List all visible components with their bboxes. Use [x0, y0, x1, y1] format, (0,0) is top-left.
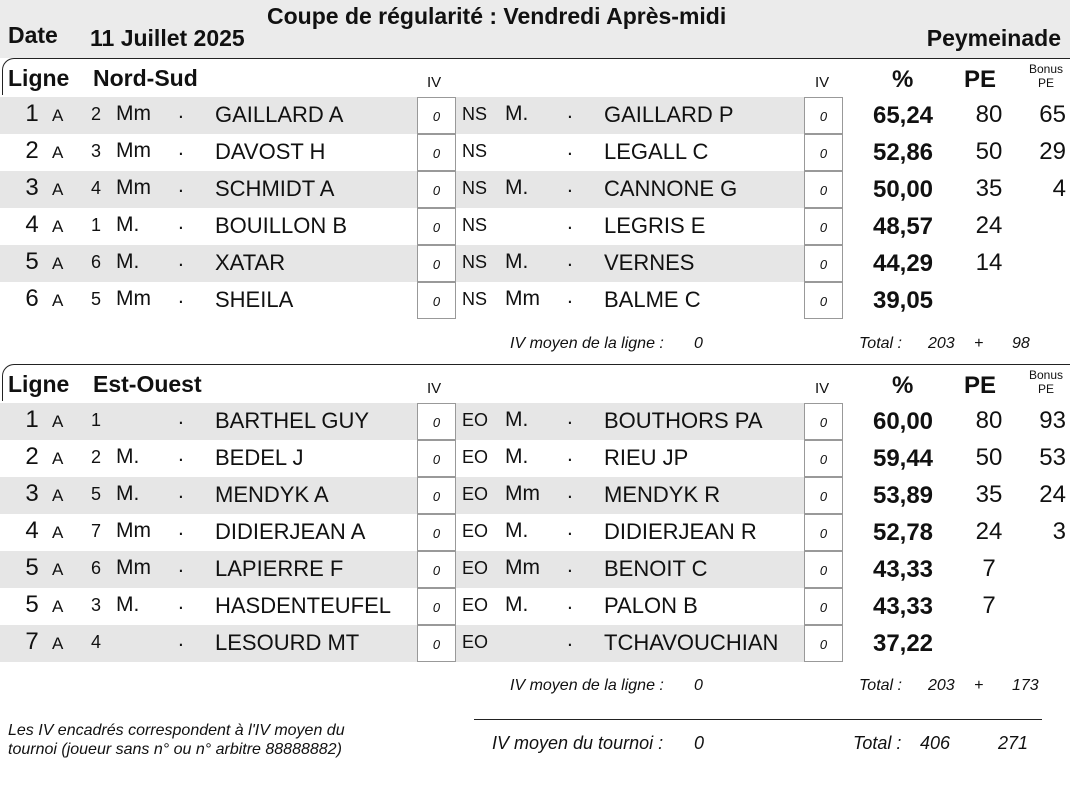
flight-letter: A: [52, 523, 64, 542]
player1-name: BOUILLON B: [215, 213, 348, 238]
player2-separator: .: [567, 248, 573, 271]
player1-civility: M.: [116, 250, 140, 273]
percentage-score: 43,33: [872, 593, 934, 620]
player2-name: MENDYK R: [604, 482, 721, 507]
percentage-score: 44,29: [872, 250, 934, 277]
player1-name: GAILLARD A: [215, 102, 344, 127]
pe-col-header: PE: [964, 66, 997, 93]
player2-iv-box: 0: [804, 134, 843, 171]
player1-name: SHEILA: [215, 287, 294, 312]
player1-separator: .: [178, 100, 184, 123]
player2-name: GAILLARD P: [604, 102, 734, 127]
player1-separator: .: [178, 248, 184, 271]
footnote-line1: Les IV encadrés correspondent à l'IV moyen du: [8, 722, 345, 739]
player1-iv-box: 0: [417, 208, 456, 245]
table-row: [0, 208, 843, 245]
player1-iv-box: 0: [417, 514, 456, 551]
player1-iv-box: 0: [417, 551, 456, 588]
tournament-iv-label: IV moyen du tournoi :: [492, 733, 664, 753]
table-row: [0, 514, 843, 551]
player1-iv-box: 0: [417, 282, 456, 319]
tournament-total-bonus: 271: [998, 733, 1029, 753]
player1-separator: .: [178, 554, 184, 577]
player1-civility: Mm: [116, 556, 151, 579]
player2-separator: .: [567, 285, 573, 308]
table-row: [0, 551, 843, 588]
player2-name: LEGRIS E: [604, 213, 706, 238]
rank-number: 5: [25, 248, 39, 275]
iv-footnote: [8, 721, 345, 759]
player2-name: BENOIT C: [604, 556, 708, 581]
page-title: Coupe de régularité : Vendredi Après-midi: [267, 3, 727, 29]
player1-civility: Mm: [116, 139, 151, 162]
player2-iv-box: 0: [804, 171, 843, 208]
percentage-score: 59,44: [872, 445, 934, 472]
pe-points: 80: [975, 407, 1003, 434]
pe-points: 50: [975, 444, 1003, 471]
flight-letter: A: [52, 412, 64, 431]
player1-civility: Mm: [116, 176, 151, 199]
player2-iv-box: 0: [804, 282, 843, 319]
percentage-score: 48,57: [872, 213, 934, 240]
line-iv-value: 0: [694, 677, 703, 694]
player1-separator: .: [178, 443, 184, 466]
player2-civility: Mm: [505, 556, 540, 579]
percentage-score: 53,89: [872, 482, 934, 509]
pe-points: 7: [982, 555, 996, 582]
line-total-bonus: 98: [1012, 335, 1030, 352]
player1-name: LAPIERRE F: [215, 556, 344, 581]
rank-number: 4: [25, 517, 39, 544]
table-row: [0, 403, 843, 440]
player1-civility: Mm: [116, 519, 151, 542]
rank-number: 1: [25, 100, 39, 127]
bonus-header-line1: Bonus: [1028, 62, 1064, 76]
player1-separator: .: [178, 480, 184, 503]
rank-number: 4: [25, 211, 39, 238]
player1-name: HASDENTEUFEL: [215, 593, 392, 618]
line-total-pe: 203: [928, 677, 955, 694]
player2-iv-box: 0: [804, 403, 843, 440]
player2-separator: .: [567, 137, 573, 160]
player1-civility: Mm: [116, 102, 151, 125]
bonus-pe: 4: [1052, 175, 1066, 202]
table-row: [0, 477, 843, 514]
table-number: 4: [91, 632, 102, 652]
rank-number: 1: [25, 406, 39, 433]
player2-iv-box: 0: [804, 97, 843, 134]
percentage-score: 52,86: [872, 139, 934, 166]
player1-separator: .: [178, 517, 184, 540]
flight-letter: A: [52, 597, 64, 616]
pe-points: 35: [975, 175, 1003, 202]
pe-points: 7: [982, 592, 996, 619]
player1-iv-box: 0: [417, 625, 456, 662]
line-total-plus: +: [974, 335, 984, 352]
player2-name: CANNONE G: [604, 176, 738, 201]
table-number: 5: [91, 289, 102, 309]
rank-number: 5: [25, 554, 39, 581]
player1-civility: Mm: [116, 287, 151, 310]
table-row: [0, 171, 843, 208]
player2-civility: M.: [505, 408, 529, 431]
player1-name: BEDEL J: [215, 445, 304, 470]
player1-name: DAVOST H: [215, 139, 326, 164]
pe-points: 14: [975, 249, 1003, 276]
flight-letter: A: [52, 560, 64, 579]
player1-name: DIDIERJEAN A: [215, 519, 366, 544]
player2-civility: M.: [505, 445, 529, 468]
direction-label: NS: [462, 289, 488, 309]
pct-col-header: %: [892, 66, 914, 93]
section-label: Ligne: [8, 65, 70, 91]
table-number: 2: [91, 104, 102, 124]
rank-number: 5: [25, 591, 39, 618]
direction-label: NS: [462, 252, 488, 272]
pe-points: 35: [975, 481, 1003, 508]
direction-label: EO: [462, 484, 489, 504]
player2-name: DIDIERJEAN R: [604, 519, 757, 544]
player1-iv-box: 0: [417, 588, 456, 625]
table-row: [0, 245, 843, 282]
pe-points: 80: [975, 101, 1003, 128]
line-total-pe: 203: [928, 335, 955, 352]
player2-name: TCHAVOUCHIAN: [604, 630, 779, 655]
bonus-header-line1: Bonus: [1028, 368, 1064, 382]
bonus-header-line2: PE: [1037, 382, 1054, 396]
player1-name: BARTHEL GUY: [215, 408, 370, 433]
player1-name: MENDYK A: [215, 482, 329, 507]
rank-number: 6: [25, 285, 39, 312]
player2-name: BALME C: [604, 287, 701, 312]
bonus-pe: 24: [1039, 481, 1066, 508]
percentage-score: 65,24: [872, 102, 934, 129]
table-number: 3: [91, 141, 102, 161]
table-number: 2: [91, 447, 102, 467]
player1-separator: .: [178, 406, 184, 429]
bonus-col-header: [1025, 368, 1067, 396]
player2-civility: M.: [505, 519, 529, 542]
rank-number: 7: [25, 628, 39, 655]
footnote-line2: tournoi (joueur sans n° ou n° arbitre 88888882): [8, 741, 342, 758]
player1-separator: .: [178, 211, 184, 234]
bonus-pe: 29: [1039, 138, 1066, 165]
direction-label: EO: [462, 410, 489, 430]
direction-label: NS: [462, 141, 488, 161]
flight-letter: A: [52, 254, 64, 273]
percentage-score: 52,78: [872, 519, 934, 546]
percentage-score: 37,22: [872, 630, 934, 657]
player2-separator: .: [567, 517, 573, 540]
flight-letter: A: [52, 486, 64, 505]
rank-number: 2: [25, 443, 39, 470]
player2-iv-box: 0: [804, 477, 843, 514]
table-number: 3: [91, 595, 102, 615]
iv-col-header: IV: [427, 380, 442, 397]
section-name: Nord-Sud: [93, 65, 198, 91]
direction-label: EO: [462, 447, 489, 467]
player2-separator: .: [567, 591, 573, 614]
flight-letter: A: [52, 180, 64, 199]
section-label: Ligne: [8, 371, 70, 397]
direction-label: NS: [462, 178, 488, 198]
player2-civility: M.: [505, 102, 529, 125]
rank-number: 3: [25, 174, 39, 201]
percentage-score: 50,00: [872, 176, 934, 203]
player1-separator: .: [178, 174, 184, 197]
percentage-score: 39,05: [872, 287, 934, 314]
player2-civility: Mm: [505, 482, 540, 505]
player1-iv-box: 0: [417, 245, 456, 282]
player2-name: BOUTHORS PA: [604, 408, 763, 433]
player2-separator: .: [567, 211, 573, 234]
bonus-header-line2: PE: [1037, 76, 1054, 90]
iv-col-header: IV: [815, 74, 830, 91]
date-label: Date: [8, 22, 58, 48]
player2-name: VERNES: [604, 250, 695, 275]
player1-separator: .: [178, 285, 184, 308]
bonus-pe: 93: [1039, 407, 1066, 434]
player1-iv-box: 0: [417, 440, 456, 477]
flight-letter: A: [52, 449, 64, 468]
player2-separator: .: [567, 406, 573, 429]
table-row: [0, 134, 843, 171]
percentage-score: 60,00: [872, 408, 934, 435]
direction-label: NS: [462, 215, 488, 235]
player1-name: LESOURD MT: [215, 630, 360, 655]
rank-number: 2: [25, 137, 39, 164]
table-row: [0, 625, 843, 662]
tournament-total-label: Total :: [853, 733, 902, 753]
player1-separator: .: [178, 591, 184, 614]
tournament-total-pe: 406: [920, 733, 951, 753]
pe-points: 50: [975, 138, 1003, 165]
event-date: 11 Juillet 2025: [90, 25, 245, 51]
flight-letter: A: [52, 634, 64, 653]
line-iv-value: 0: [694, 335, 703, 352]
direction-label: EO: [462, 595, 489, 615]
line-total-bonus: 173: [1012, 677, 1039, 694]
table-number: 4: [91, 178, 102, 198]
player2-civility: M.: [505, 176, 529, 199]
line-total-plus: +: [974, 677, 984, 694]
player1-civility: M.: [116, 445, 140, 468]
section-name: Est-Ouest: [93, 371, 202, 397]
player1-civility: M.: [116, 593, 140, 616]
player2-iv-box: 0: [804, 514, 843, 551]
direction-label: NS: [462, 104, 488, 124]
table-row: [0, 440, 843, 477]
footer-divider: [474, 719, 1042, 720]
player1-separator: .: [178, 137, 184, 160]
direction-label: EO: [462, 558, 489, 578]
player1-civility: M.: [116, 213, 140, 236]
table-number: 6: [91, 558, 102, 578]
line-total-label: Total :: [859, 335, 902, 352]
player2-iv-box: 0: [804, 440, 843, 477]
bonus-pe: 3: [1052, 518, 1066, 545]
player2-separator: .: [567, 100, 573, 123]
table-row: [0, 282, 843, 319]
table-number: 1: [91, 410, 102, 430]
bonus-pe: 65: [1039, 101, 1066, 128]
player2-name: LEGALL C: [604, 139, 709, 164]
player1-name: SCHMIDT A: [215, 176, 335, 201]
line-iv-label: IV moyen de la ligne :: [510, 677, 664, 694]
table-row: [0, 97, 843, 134]
player2-civility: Mm: [505, 287, 540, 310]
player1-iv-box: 0: [417, 403, 456, 440]
player2-name: RIEU JP: [604, 445, 689, 470]
percentage-score: 43,33: [872, 556, 934, 583]
flight-letter: A: [52, 106, 64, 125]
player2-name: PALON B: [604, 593, 698, 618]
bonus-pe: 53: [1039, 444, 1066, 471]
table-number: 1: [91, 215, 102, 235]
player1-iv-box: 0: [417, 134, 456, 171]
table-row: [0, 588, 843, 625]
player2-iv-box: 0: [804, 551, 843, 588]
player2-separator: .: [567, 174, 573, 197]
pe-col-header: PE: [964, 372, 997, 399]
line-iv-label: IV moyen de la ligne :: [510, 335, 664, 352]
player2-civility: M.: [505, 593, 529, 616]
player1-separator: .: [178, 628, 184, 651]
rank-number: 3: [25, 480, 39, 507]
pe-points: 24: [975, 212, 1003, 239]
line-total-label: Total :: [859, 677, 902, 694]
club-name: Peymeinade: [926, 25, 1061, 51]
flight-letter: A: [52, 291, 64, 310]
table-number: 6: [91, 252, 102, 272]
player2-iv-box: 0: [804, 588, 843, 625]
player1-iv-box: 0: [417, 171, 456, 208]
table-number: 5: [91, 484, 102, 504]
player2-separator: .: [567, 443, 573, 466]
table-number: 7: [91, 521, 102, 541]
iv-col-header: IV: [427, 74, 442, 91]
tournament-iv-value: 0: [694, 733, 705, 753]
pct-col-header: %: [892, 372, 914, 399]
bonus-col-header: [1025, 62, 1067, 90]
player2-separator: .: [567, 554, 573, 577]
player1-iv-box: 0: [417, 477, 456, 514]
player2-iv-box: 0: [804, 245, 843, 282]
player2-civility: M.: [505, 250, 529, 273]
flight-letter: A: [52, 217, 64, 236]
direction-label: EO: [462, 521, 489, 541]
flight-letter: A: [52, 143, 64, 162]
player2-separator: .: [567, 628, 573, 651]
direction-label: EO: [462, 632, 489, 652]
player1-name: XATAR: [215, 250, 286, 275]
player2-separator: .: [567, 480, 573, 503]
player1-civility: M.: [116, 482, 140, 505]
player1-iv-box: 0: [417, 97, 456, 134]
player2-iv-box: 0: [804, 625, 843, 662]
player2-iv-box: 0: [804, 208, 843, 245]
pe-points: 24: [975, 518, 1003, 545]
iv-col-header: IV: [815, 380, 830, 397]
